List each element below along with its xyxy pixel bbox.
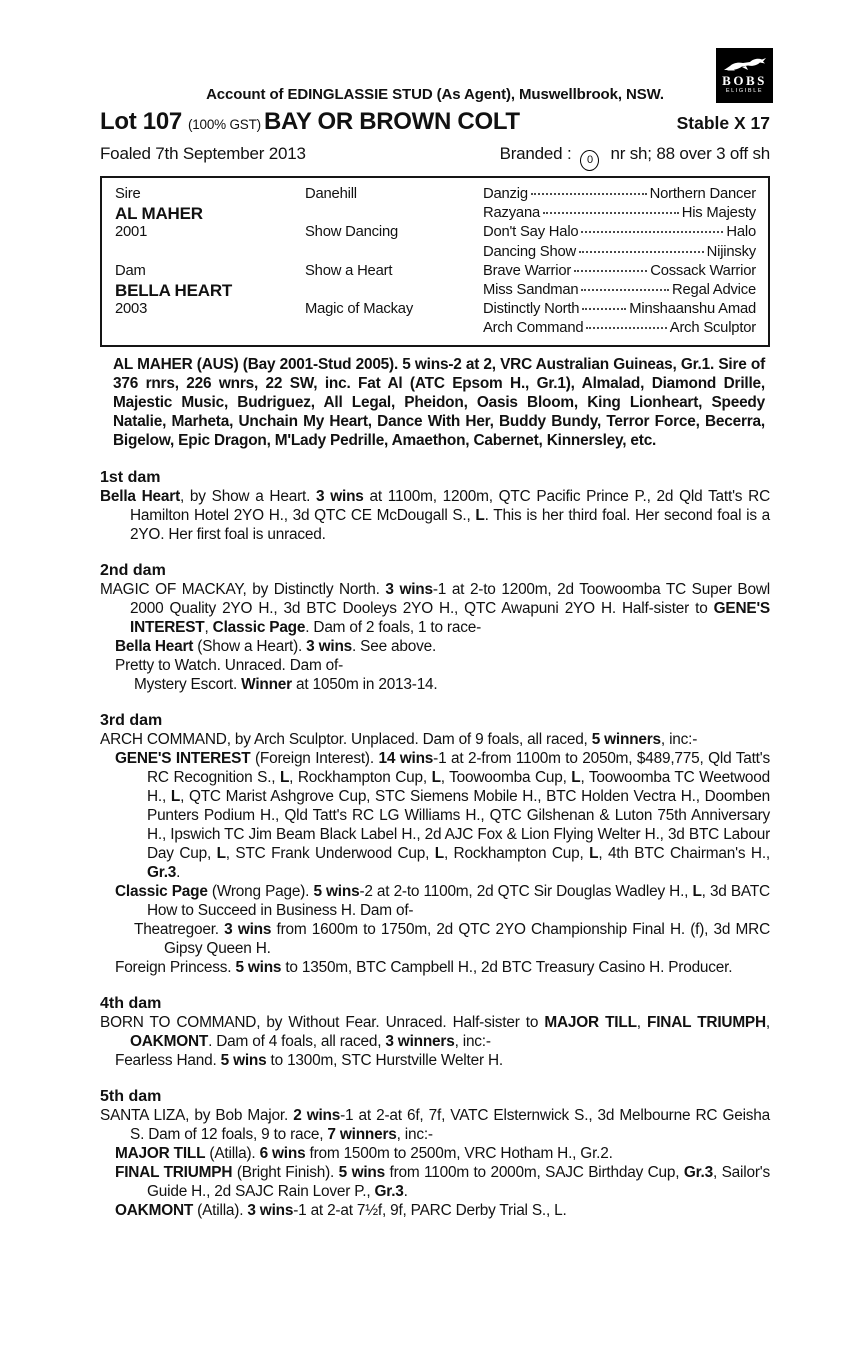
pedigree-paragraph: OAKMONT (Atilla). 3 wins-1 at 2-at 7½f, 9f, PARC Derby Trial S., L.	[115, 1201, 567, 1219]
pedigree-cell-generation1: 2003	[115, 301, 148, 318]
horse-title: BAY OR BROWN COLT	[263, 108, 520, 135]
pedigree-paragraph: MAGIC OF MACKAY, by Distinctly North. 3 wins-1 at 2-to 1200m, 2d Toowoomba TC Super Bowl 2000 Quality 2YO H., 3d BTC Dooleys 2YO H., QTC Awapuni 2YO H. Half-sister to GENE'S INTEREST, Classic Page. Dam of 2 foals, 1 to race-	[100, 580, 770, 636]
pedigree-cell-generation3	[483, 262, 756, 281]
dotted-leader	[586, 327, 666, 329]
pedigree-paragraph: Theatregoer. 3 wins from 1600m to 1750m, 2d QTC 2YO Championship Final H. (f), 3d MRC Gipsy Queen H.	[134, 920, 770, 957]
pedigree-row	[102, 262, 768, 281]
bobs-logo-text: BOBS	[722, 73, 767, 88]
ancestor-name: Halo	[726, 224, 756, 241]
ancestor-name: Arch Command	[483, 320, 584, 337]
bobs-logo	[716, 48, 773, 103]
ancestor-name: Nijinsky	[706, 243, 756, 260]
pedigree-paragraph: Bella Heart, by Show a Heart. 3 wins at 1100m, 1200m, QTC Pacific Prince P., 2d Qld Tatt's RC Hamilton Hotel 2YO H., 3d QTC CE McDougall S., L. This is her third foal. Her second foal is a 2YO. Her first foal is unraced.	[100, 487, 770, 543]
dotted-leader	[531, 193, 647, 195]
pedigree-row	[102, 319, 768, 338]
ancestor-name: Minshaanshu Amad	[629, 301, 756, 318]
ancestor-name: Northern Dancer	[649, 186, 756, 202]
branded-detail: nr sh; 88 over 3 off sh	[610, 144, 770, 163]
dam-section-heading: 3rd dam	[100, 711, 163, 729]
pedigree-row	[102, 223, 768, 242]
pedigree-cell-generation2	[305, 204, 483, 223]
pedigree-paragraph: FINAL TRIUMPH (Bright Finish). 5 wins from 1100m to 2000m, SAJC Birthday Cup, Gr.3, Sailor's Guide H., 2d SAJC Rain Lover P., Gr.3.	[115, 1163, 770, 1200]
pedigree-paragraph: MAJOR TILL (Atilla). 6 wins from 1500m to 2500m, VRC Hotham H., Gr.2.	[115, 1144, 613, 1162]
dam-section	[100, 1087, 770, 1220]
pedigree-cell-generation1	[115, 243, 305, 262]
pedigree-cell-generation1: AL MAHER	[115, 204, 203, 224]
pedigree-paragraph: ARCH COMMAND, by Arch Sculptor. Unplaced. Dam of 9 foals, all raced, 5 winners, inc:-	[100, 730, 698, 748]
pedigree-cell-generation2	[305, 319, 483, 338]
ancestor-name: Miss Sandman	[483, 282, 579, 299]
brand-symbol-icon: 0	[580, 150, 599, 171]
ancestor-name: Danzig	[483, 186, 528, 202]
dotted-leader	[581, 289, 669, 291]
account-line: Account of EDINGLASSIE STUD (As Agent), Muswellbrook, NSW.	[206, 86, 664, 103]
pedigree-paragraph: SANTA LIZA, by Bob Major. 2 wins-1 at 2-at 6f, 7f, VATC Elsternwick S., 3d Melbourne RC Geisha S. Dam of 12 foals, 9 to race, 7 winners, inc:-	[100, 1106, 771, 1143]
pedigree-row	[102, 185, 768, 204]
pedigree-paragraph: Mystery Escort. Winner at 1050m in 2013-14.	[134, 675, 438, 693]
pedigree-cell-generation2: Magic of Mackay	[305, 301, 414, 318]
dam-section	[100, 561, 770, 694]
foaled-date: Foaled 7th September 2013	[100, 144, 306, 163]
pedigree-cell-generation1: BELLA HEART	[115, 281, 233, 301]
ancestor-name: Cossack Warrior	[650, 262, 756, 279]
dam-section-heading: 2nd dam	[100, 561, 166, 579]
pedigree-cell-generation3	[483, 281, 756, 300]
stable-number: Stable X 17	[676, 113, 770, 133]
dam-section-heading: 5th dam	[100, 1087, 162, 1105]
dotted-leader	[543, 212, 679, 214]
pedigree-cell-generation1	[115, 319, 305, 338]
dam-section-heading: 4th dam	[100, 994, 162, 1012]
ancestor-name: Arch Sculptor	[669, 320, 756, 337]
pedigree-cell-generation2: Show Dancing	[305, 224, 399, 241]
dotted-leader	[582, 308, 626, 310]
branded-group	[500, 144, 770, 167]
ancestor-name: Regal Advice	[672, 282, 756, 299]
pedigree-cell-generation3	[483, 243, 756, 262]
pedigree-row	[102, 281, 768, 300]
pedigree-paragraph: Foreign Princess. 5 wins to 1350m, BTC Campbell H., 2d BTC Treasury Casino H. Producer.	[115, 958, 733, 976]
horse-icon	[722, 57, 767, 72]
pedigree-table	[100, 176, 770, 347]
ancestor-name: Razyana	[483, 205, 541, 222]
pedigree-row	[102, 243, 768, 262]
pedigree-cell-generation3	[483, 300, 756, 319]
pedigree-paragraph: Classic Page (Wrong Page). 5 wins-2 at 2-to 1100m, 2d QTC Sir Douglas Wadley H., L, 3d BATC How to Succeed in Business H. Dam of-	[115, 882, 770, 919]
lot-line	[100, 108, 770, 136]
ancestor-name: Don't Say Halo	[483, 224, 579, 241]
dam-section-heading: 1st dam	[100, 468, 161, 486]
branded-label: Branded :	[499, 144, 572, 163]
pedigree-cell-generation2: Danehill	[305, 186, 357, 202]
gst-note: (100% GST)	[187, 117, 261, 132]
pedigree-cell-generation1: Dam	[115, 262, 146, 279]
pedigree-cell-generation3	[483, 223, 756, 242]
pedigree-row	[102, 204, 768, 223]
pedigree-cell-generation1: Sire	[115, 186, 141, 202]
pedigree-grid	[102, 185, 768, 339]
dam-section	[100, 711, 770, 977]
pedigree-row	[102, 300, 768, 319]
sire-summary: AL MAHER (AUS) (Bay 2001-Stud 2005). 5 wins-2 at 2, VRC Australian Guineas, Gr.1. Sire of 376 rnrs, 226 wnrs, 22 SW, inc. Fat Al (ATC Epsom H., Gr.1), Almalad, Diamond Drille, Majestic Music, Budriguez, All Legal, Pheidon, Oasis Bloom, King Lionheart, Speedy Natalie, Marheta, Unchain My Heart, Dance With Her, Buddy Bundy, Terror Force, Becerra, Bigelow, Epic Dragon, M'Lady Pedrille, Amaethon, Cabernet, Kinnersley, etc.	[113, 355, 765, 450]
pedigree-cell-generation2	[305, 243, 483, 262]
ancestor-name: Distinctly North	[483, 301, 580, 318]
bobs-logo-subtext: ELIGIBLE	[725, 88, 764, 94]
ancestor-name: Dancing Show	[483, 243, 577, 260]
dam-sections	[100, 468, 770, 1220]
pedigree-cell-generation3	[483, 204, 756, 223]
ancestor-name: His Majesty	[681, 205, 756, 222]
pedigree-cell-generation2	[305, 281, 483, 300]
dam-section	[100, 994, 770, 1070]
pedigree-cell-generation1: 2001	[115, 224, 148, 241]
ancestor-name: Brave Warrior	[483, 262, 572, 279]
pedigree-paragraph: Pretty to Watch. Unraced. Dam of-	[115, 656, 344, 674]
pedigree-cell-generation3	[483, 185, 756, 204]
lot-number: Lot 107	[100, 108, 182, 135]
dotted-leader	[579, 251, 704, 253]
pedigree-paragraph: Bella Heart (Show a Heart). 3 wins. See above.	[115, 637, 437, 655]
pedigree-paragraph: GENE'S INTEREST (Foreign Interest). 14 wins-1 at 2-from 1100m to 2050m, $489,775, Qld Tatt's RC Recognition S., L, Rockhampton Cup, L, Toowoomba Cup, L, Toowoomba TC Weetwood H., L, QTC Marist Ashgrove Cup, STC Siemens Mobile H., BTC Holden Vectra H., Doomben Punters Podium H., Qld Tatt's RC LG Williams H., QTC Gilshenan & Luton 75th Anniversary H., Ipswich TC Jim Beam Black Label H., 2d AJC Fox & Lion Flying Welter H., 3d BTC Labour Day Cup, L, STC Frank Underwood Cup, L, Rockhampton Cup, L, 4th BTC Chairman's H., Gr.3.	[115, 749, 770, 881]
pedigree-cell-generation2: Show a Heart	[305, 262, 393, 279]
dotted-leader	[574, 270, 647, 272]
pedigree-paragraph: Fearless Hand. 5 wins to 1300m, STC Hurstville Welter H.	[115, 1051, 503, 1069]
pedigree-cell-generation3	[483, 319, 756, 338]
dotted-leader	[581, 231, 723, 233]
foaled-line	[100, 144, 770, 167]
pedigree-paragraph: BORN TO COMMAND, by Without Fear. Unraced. Half-sister to MAJOR TILL, FINAL TRIUMPH, OAKMONT. Dam of 4 foals, all raced, 3 winners, inc:-	[100, 1013, 770, 1050]
dam-section	[100, 468, 770, 544]
